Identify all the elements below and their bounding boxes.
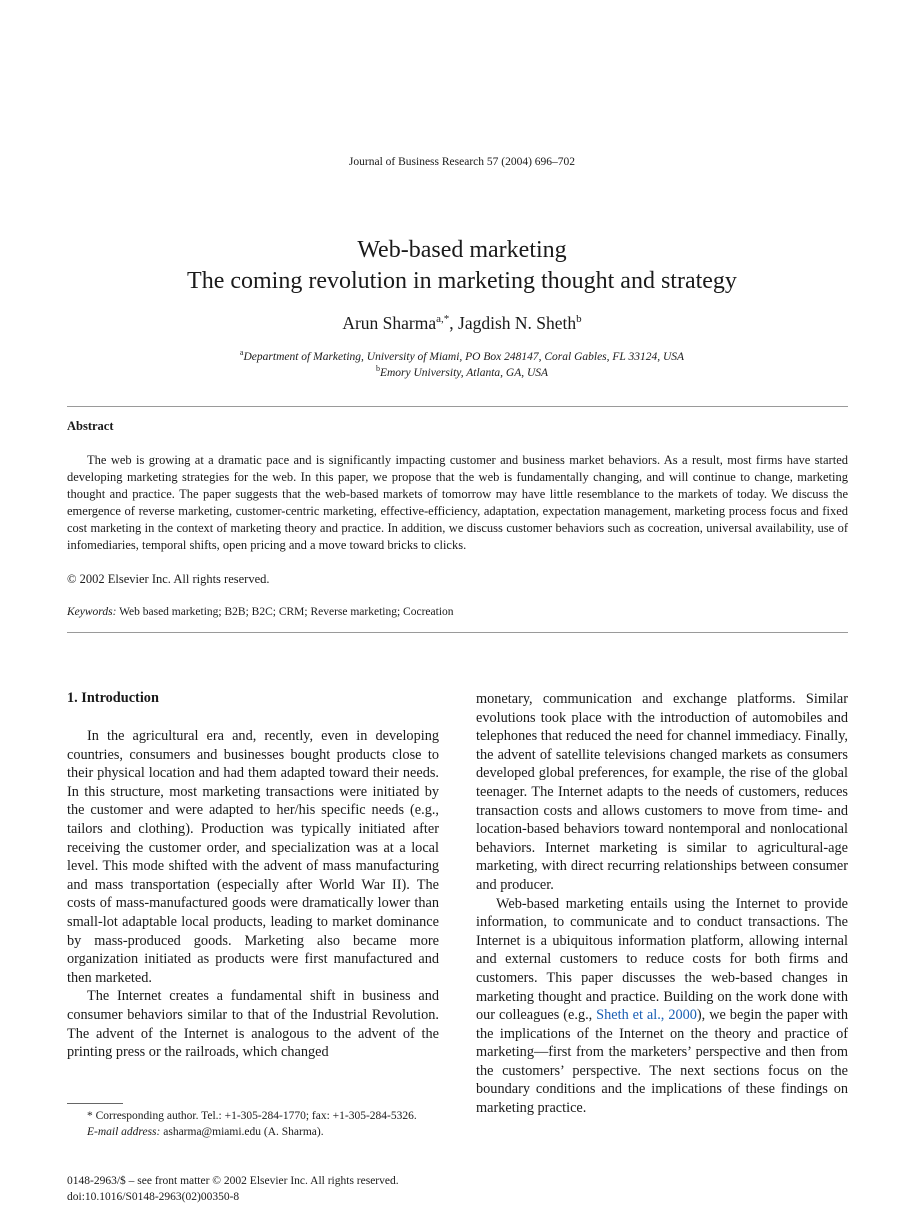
paragraph: In the agricultural era and, recently, even in developing countries, consumers and businesses bought products close to their physical location and had them adapted toward their needs. In this structure, most marketing transactions were initiated by the customer and were adapted to her/his specific needs (e.g., tailors and clothing). Production was typically initiated after receiving the customer order, and specialization was at a local level. This mode shifted with the advent of mass manufacturing and mass transportation (especially after World War II). The costs of mass-manufactured goods were dramatically lower than small-lot adaptable local products, leading to market dominance by mass-produced goods. Marketing also became more organization initiated as products were first manufactured and then marketed. (67, 728, 439, 986)
affiliation-mark: a (239, 348, 244, 357)
doi-line: doi:10.1016/S0148-2963(02)00350-8 (67, 1190, 240, 1203)
abstract-text: The web is growing at a dramatic pace and is significantly impacting customer and business market behaviors. As a result, most firms have started developing marketing strategies for the web. In this paper, we propose that the web is fundamentally changing, and will continue to change, marketing thought and practice. The paper suggests that the web-based markets of tomorrow may have little resemblance to the markets of today. We discuss the emergence of reverse marketing, customer-centric marketing, effective-efficiency, adaptation, expectation management, marketing process focus and fixed cost marketing in the context of marketing theory and practice. In addition, we discuss customer behaviors such as cocreation, universal availability, use of infomediaries, temporal shifts, open pricing and a move toward bricks to clicks. (67, 453, 848, 552)
paper-subtitle: The coming revolution in marketing thought and strategy (187, 268, 737, 294)
section-heading: 1. Introduction (67, 690, 159, 706)
divider (67, 406, 848, 407)
right-column (476, 690, 848, 1118)
abstract-heading: Abstract (67, 419, 114, 433)
issn-line: 0148-2963/$ – see front matter © 2002 Elsevier Inc. All rights reserved. (67, 1175, 399, 1187)
journal-citation: Journal of Business Research 57 (2004) 696–702 (348, 156, 576, 168)
abstract-body (67, 452, 848, 554)
keywords-text: Web based marketing; B2B; B2C; CRM; Reverse marketing; Cocreation (119, 606, 454, 618)
keywords (67, 606, 454, 618)
author-separator: , (449, 313, 459, 333)
paragraph (476, 895, 848, 1118)
author-name: Jagdish N. Sheth (458, 313, 577, 333)
email-label: E-mail address: (87, 1126, 161, 1138)
citation-link[interactable]: Sheth et al., 2000 (596, 1007, 697, 1024)
author-affiliation-mark: a,* (436, 313, 450, 326)
affiliation-text: Department of Marketing, University of Miami, PO Box 248147, Coral Gables, FL 33124, USA (243, 350, 685, 363)
front-matter (67, 1174, 399, 1205)
affiliation (0, 348, 924, 363)
footnote-corresponding: * Corresponding author. Tel.: +1-305-284-1770; fax: +1-305-284-5326. (87, 1110, 417, 1122)
footnote-divider (67, 1103, 123, 1104)
left-column (67, 727, 439, 1062)
author-list (0, 313, 924, 334)
email-address: asharma@miami.edu (A. Sharma). (163, 1126, 324, 1138)
affiliation-text: Emory University, Atlanta, GA, USA (379, 366, 549, 379)
affiliation (0, 364, 924, 379)
divider (67, 632, 848, 633)
author-name: Arun Sharma (342, 313, 437, 333)
author-affiliation-mark: b (576, 313, 582, 326)
footnote-email (67, 1124, 439, 1140)
keywords-label: Keywords: (67, 606, 117, 618)
footnote (67, 1108, 439, 1140)
paragraph-text: Web-based marketing entails using the Internet to provide information, to communicate and to conduct transactions. The Internet is a ubiquitous information platform, allowing internal and external customers to reduce costs for both firms and customers. This paper discusses the web-based changes in marketing thought and practice. Building on the work done with our colleagues (e.g., (476, 895, 848, 1024)
paragraph: The Internet creates a fundamental shift in business and consumer behaviors similar to that of the Industrial Revolution. The advent of the Internet is analogous to the advent of the printing press or the railroads, which changed (67, 988, 439, 1061)
affiliation-mark: b (375, 364, 380, 373)
abstract-copyright: © 2002 Elsevier Inc. All rights reserved. (67, 572, 270, 586)
paragraph: monetary, communication and exchange platforms. Similar evolutions took place with the introduction of automobiles and telephones that reduced the need for channel immediacy. Finally, the advent of satellite televisions changed markets as consumers developed global preferences, for example, the rise of the global teenager. The Internet adapts to the needs of customers, reduces transaction costs and allows customers to move from time- and location-based behaviors toward nontemporal and nonlocational behaviors. Internet marketing is similar to agricultural-age marketing, with direct recurring relationships between consumer and producer. (476, 691, 848, 893)
paper-title: Web-based marketing (357, 237, 567, 263)
paragraph-text: ), we begin the paper with the implications of the Internet on the theory and practice of marketing—first from the marketers’ perspective and then from the customers’ perspective. The next sections focus on the boundary conditions and the implications of these findings on marketing practice. (476, 1007, 848, 1117)
